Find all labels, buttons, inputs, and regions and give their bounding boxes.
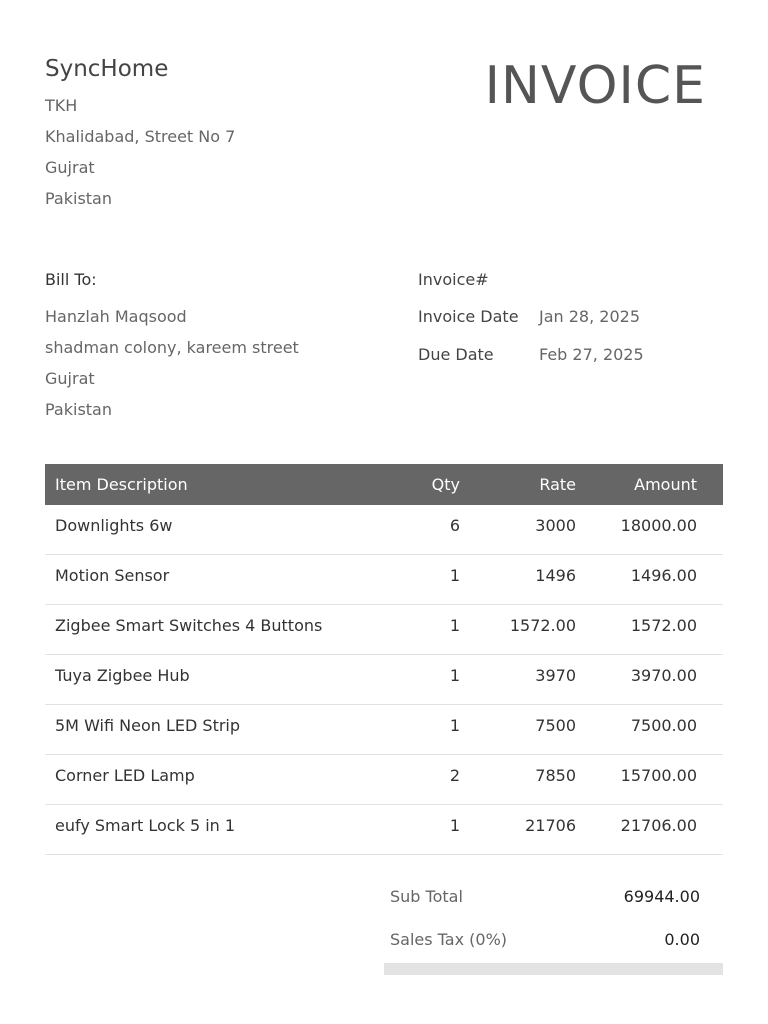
client-address-line-2: Gujrat [45,369,95,388]
subtotal-label: Sub Total [390,887,463,906]
item-amount: 1572.00 [630,616,697,635]
item-rate: 3970 [535,666,576,685]
item-description: eufy Smart Lock 5 in 1 [55,816,236,835]
item-amount: 3970.00 [630,666,697,685]
table-row [45,655,723,705]
document-title: INVOICE [484,56,706,116]
header-qty: Qty [431,475,460,494]
item-qty: 1 [449,616,460,635]
table-row [45,805,723,855]
item-amount: 1496.00 [630,566,697,585]
sender-address-line-4: Pakistan [45,189,112,208]
item-rate: 1572.00 [509,616,576,635]
item-rate: 7500 [535,716,576,735]
item-qty: 2 [449,766,460,785]
table-row [45,755,723,805]
table-header [45,464,723,505]
invoice-number-label: Invoice# [418,270,489,289]
total-bar [384,963,723,975]
item-description: Tuya Zigbee Hub [55,666,190,685]
due-date-label: Due Date [418,345,494,364]
table-row [45,505,723,555]
sender-address-line-3: Gujrat [45,158,95,177]
company-name: SyncHome [45,56,169,82]
item-qty: 1 [449,716,460,735]
items-table [45,464,723,855]
item-description: 5M Wifi Neon LED Strip [55,716,241,735]
client-name: Hanzlah Maqsood [45,307,187,326]
invoice-date-value: Jan 28, 2025 [539,307,640,326]
item-amount: 7500.00 [630,716,697,735]
subtotal-value: 69944.00 [623,887,700,906]
client-address-line-1: shadman colony, kareem street [45,338,299,357]
item-description: Motion Sensor [55,566,170,585]
sender-address-line-1: TKH [45,96,78,115]
item-amount: 15700.00 [620,766,697,785]
sales-tax-value: 0.00 [664,930,700,949]
due-date-value: Feb 27, 2025 [539,345,644,364]
item-amount: 21706.00 [620,816,697,835]
item-rate: 21706 [525,816,576,835]
header-item-description: Item Description [55,475,188,494]
item-rate: 3000 [535,516,576,535]
table-row [45,605,723,655]
table-row [45,705,723,755]
item-rate: 1496 [535,566,576,585]
header-amount: Amount [634,475,697,494]
sales-tax-label: Sales Tax (0%) [390,930,508,949]
table-row [45,555,723,605]
item-description: Corner LED Lamp [55,766,195,785]
client-address-line-3: Pakistan [45,400,112,419]
sender-address-line-2: Khalidabad, Street No 7 [45,127,236,146]
item-qty: 1 [449,566,460,585]
item-description: Downlights 6w [55,516,173,535]
item-qty: 1 [449,666,460,685]
header-rate: Rate [539,475,576,494]
item-amount: 18000.00 [620,516,697,535]
bill-to-label: Bill To: [45,270,97,289]
invoice-date-label: Invoice Date [418,307,519,326]
item-qty: 1 [449,816,460,835]
item-rate: 7850 [535,766,576,785]
item-qty: 6 [449,516,460,535]
item-description: Zigbee Smart Switches 4 Buttons [55,616,323,635]
